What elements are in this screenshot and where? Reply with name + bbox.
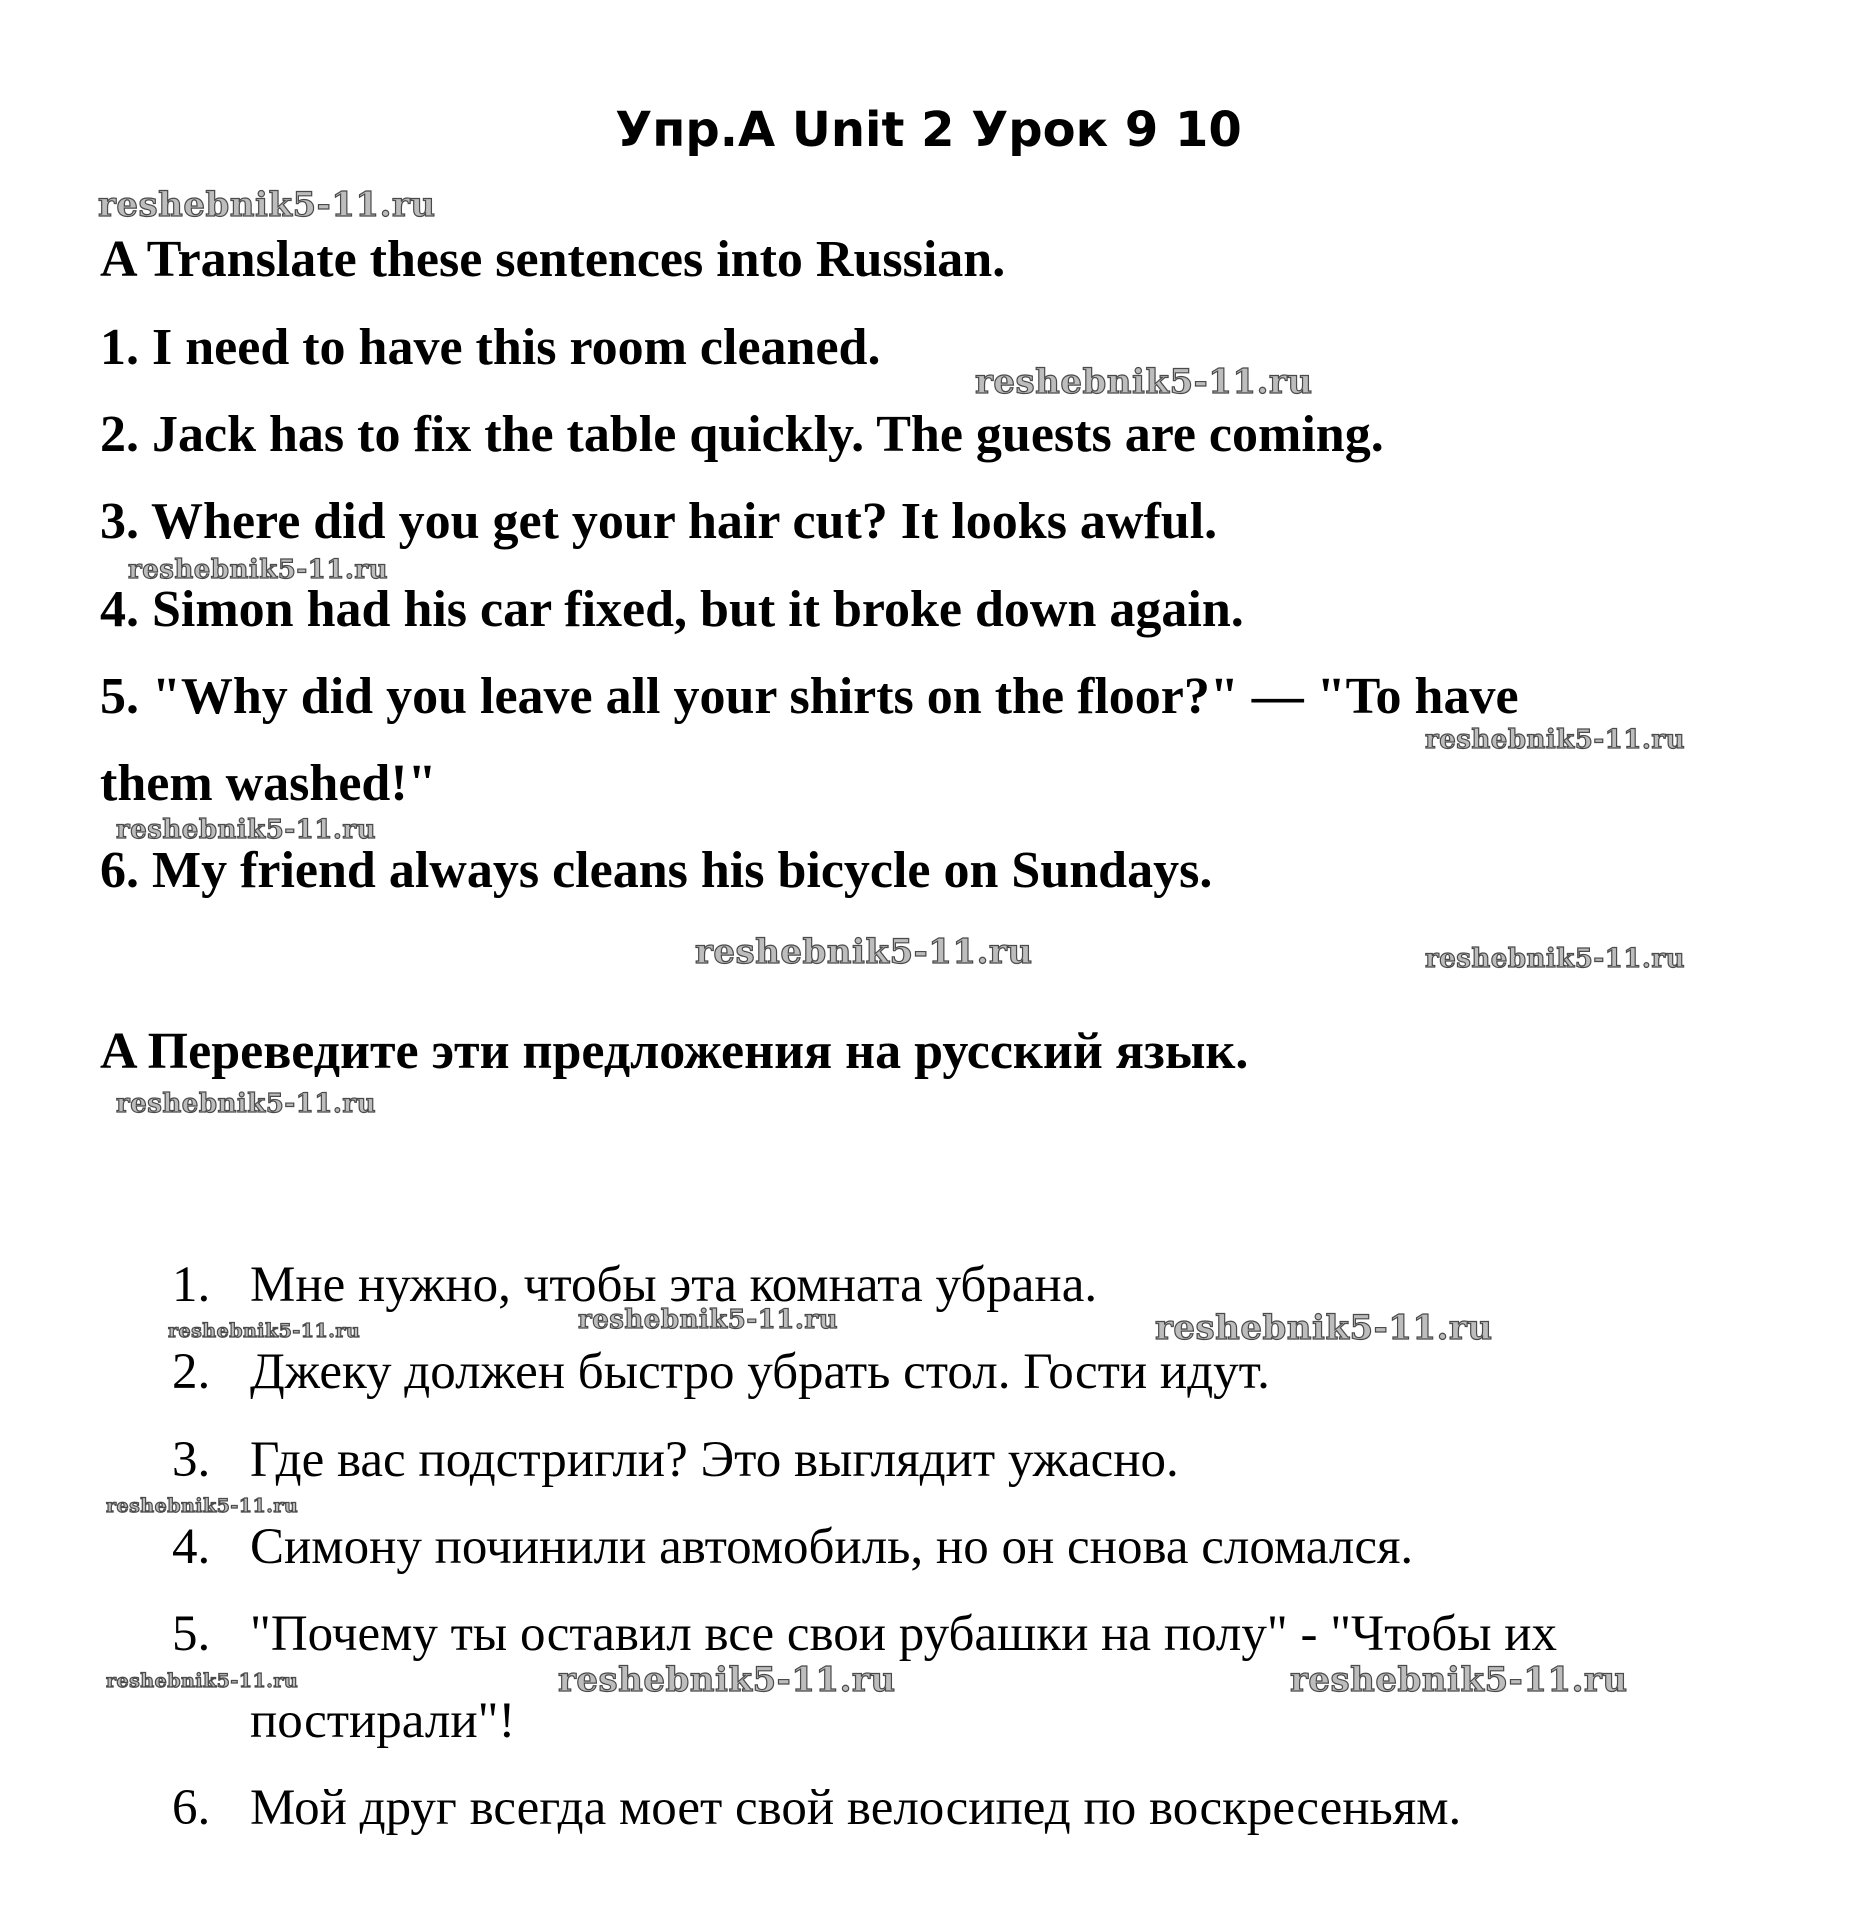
- russian-item-number-1: 1.: [172, 1257, 211, 1313]
- russian-item-text-6: Мой друг всегда моет свой велосипед по воскресеньям.: [250, 1780, 1462, 1836]
- russian-item-text-3: Где вас подстригли? Это выглядит ужасно.: [250, 1432, 1179, 1488]
- watermark-text: reshebnik5-11.ru: [106, 1670, 299, 1692]
- russian-item-text-2: Джеку должен быстро убрать стол. Гости идут.: [250, 1344, 1270, 1400]
- watermark-text: reshebnik5-11.ru: [695, 932, 1033, 972]
- russian-item-text-4: Симону починили автомобиль, но он снова сломался.: [250, 1519, 1414, 1575]
- english-line-3: 3. Where did you get your hair cut? It looks awful.: [100, 493, 1218, 550]
- english-line-4: 4. Simon had his car fixed, but it broke down again.: [100, 581, 1244, 638]
- english-line-6: 6. My friend always cleans his bicycle on Sundays.: [100, 842, 1213, 899]
- watermark-text: reshebnik5-11.ru: [1425, 725, 1686, 755]
- english-heading: A Translate these sentences into Russian.: [100, 231, 1006, 288]
- english-line-2: 2. Jack has to fix the table quickly. The guests are coming.: [100, 406, 1384, 463]
- watermark-text: reshebnik5-11.ru: [116, 815, 377, 845]
- watermark-text: reshebnik5-11.ru: [116, 1089, 377, 1119]
- english-line-1: 1. I need to have this room cleaned.: [100, 319, 881, 376]
- russian-item-number-6: 6.: [172, 1780, 211, 1836]
- english-line-5-continued: them washed!": [100, 755, 437, 812]
- russian-item-number-4: 4.: [172, 1519, 211, 1575]
- russian-item-text-5: "Почему ты оставил все свои рубашки на полу" - "Чтобы их: [250, 1606, 1558, 1662]
- russian-item-text-5-continued: постирали"!: [250, 1693, 516, 1749]
- watermark-text: reshebnik5-11.ru: [578, 1305, 839, 1335]
- watermark-text: reshebnik5-11.ru: [1290, 1660, 1628, 1700]
- russian-item-number-3: 3.: [172, 1432, 211, 1488]
- russian-item-number-2: 2.: [172, 1344, 211, 1400]
- watermark-text: reshebnik5-11.ru: [168, 1320, 361, 1342]
- watermark-text: reshebnik5-11.ru: [1155, 1308, 1493, 1348]
- russian-item-number-5: 5.: [172, 1606, 211, 1662]
- russian-item-text-1: Мне нужно, чтобы эта комната убрана.: [250, 1257, 1098, 1313]
- russian-heading: A Переведите эти предложения на русский язык.: [100, 1023, 1249, 1080]
- watermark-text: reshebnik5-11.ru: [558, 1660, 896, 1700]
- watermark-text: reshebnik5-11.ru: [975, 362, 1313, 402]
- watermark-text: reshebnik5-11.ru: [128, 555, 389, 585]
- page-title: Упр.А Unit 2 Урок 9 10: [615, 102, 1242, 158]
- english-line-5: 5. "Why did you leave all your shirts on the floor?" — "To have: [100, 668, 1519, 725]
- watermark-text: reshebnik5-11.ru: [106, 1495, 299, 1517]
- watermark-text: reshebnik5-11.ru: [1425, 944, 1686, 974]
- watermark-text: reshebnik5-11.ru: [98, 185, 436, 225]
